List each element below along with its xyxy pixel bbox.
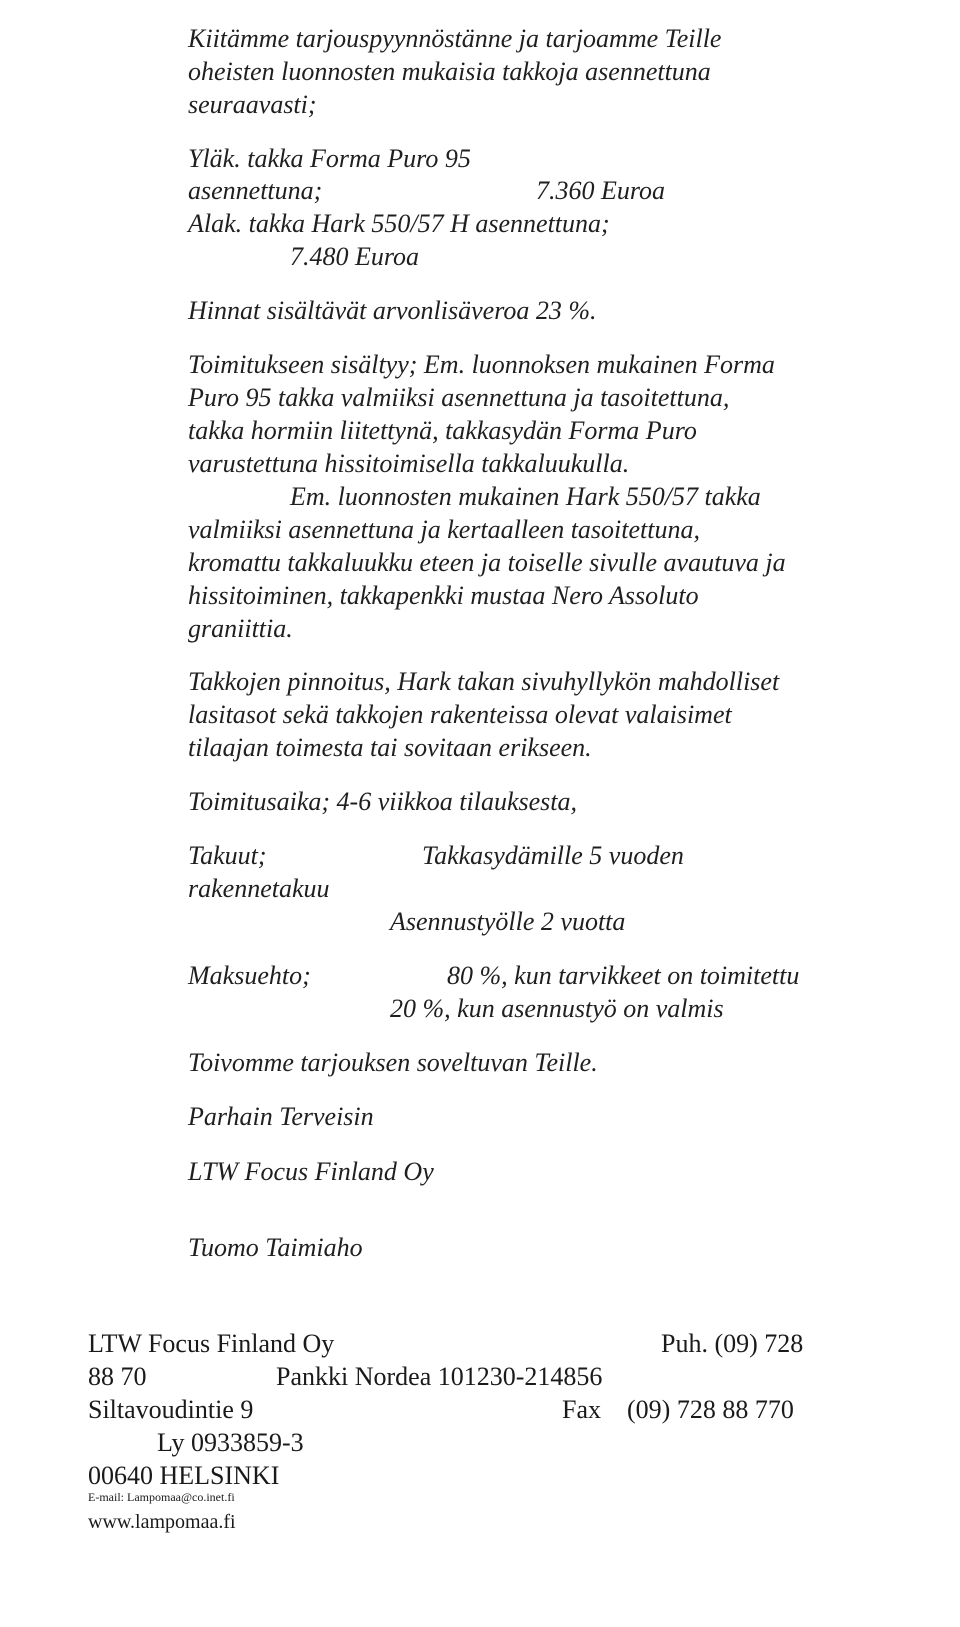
footer-business-id: Ly 0933859-3 <box>157 1428 304 1457</box>
footer-email[interactable]: E-mail: Lampomaa@co.inet.fi <box>88 1490 235 1504</box>
delivery-line: hissitoiminen, takkapenkki mustaa Nero Assoluto <box>188 581 699 610</box>
intro-line: Kiitämme tarjouspyynnöstänne ja tarjoamme Teille <box>188 24 722 53</box>
coating-line: Takkojen pinnoitus, Hark takan sivuhyllykön mahdolliset <box>188 667 780 696</box>
delivery-line: Toimitukseen sisältyy; Em. luonnoksen mukainen Forma <box>188 350 775 379</box>
payment-label: Maksuehto; <box>188 961 311 990</box>
offer-line-upper: Yläk. takka Forma Puro 95 <box>188 144 471 173</box>
delivery-line: Em. luonnosten mukainen Hark 550/57 takka <box>290 482 761 511</box>
footer-street: Siltavoudintie 9 <box>88 1395 254 1424</box>
warranty-item: Takkasydämille 5 vuoden <box>422 841 684 870</box>
delivery-line: graniittia. <box>188 614 293 643</box>
delivery-line: valmiiksi asennettuna ja kertaalleen tasoitettuna, <box>188 515 700 544</box>
intro-line: seuraavasti; <box>188 90 317 119</box>
company-name: LTW Focus Finland Oy <box>188 1157 434 1186</box>
footer-phone-continued: 88 70 <box>88 1362 147 1391</box>
coating-line: lasitasot sekä takkojen rakenteissa olevat valaisimet <box>188 700 732 729</box>
delivery-line: varustettuna hissitoimisella takkaluukulla. <box>188 449 630 478</box>
vat-note: Hinnat sisältävät arvonlisäveroa 23 %. <box>188 296 597 325</box>
warranty-item: Asennustyölle 2 vuotta <box>390 907 626 936</box>
coating-line: tilaajan toimesta tai sovitaan erikseen. <box>188 733 592 762</box>
greeting: Parhain Terveisin <box>188 1102 374 1131</box>
payment-term: 20 %, kun asennustyö on valmis <box>390 994 724 1023</box>
offer-price-upper: 7.360 Euroa <box>536 176 666 205</box>
footer-company: LTW Focus Finland Oy <box>88 1329 335 1358</box>
footer-website[interactable]: www.lampomaa.fi <box>88 1511 236 1533</box>
footer-city: 00640 HELSINKI <box>88 1461 280 1490</box>
intro-line: oheisten luonnosten mukaisia takkoja asennettuna <box>188 57 711 86</box>
delivery-line: kromattu takkaluukku eteen ja toiselle sivulle avautuva ja <box>188 548 786 577</box>
footer-phone: Puh. (09) 728 <box>661 1329 804 1358</box>
offer-installed-label: asennettuna; <box>188 176 323 205</box>
delivery-line: takka hormiin liitettynä, takkasydän Forma Puro <box>188 416 697 445</box>
footer-fax: Fax (09) 728 88 770 <box>562 1395 794 1424</box>
warranty-label: Takuut; <box>188 841 267 870</box>
closing-line: Toivomme tarjouksen soveltuvan Teille. <box>188 1048 598 1077</box>
signatory-name: Tuomo Taimiaho <box>188 1233 363 1262</box>
delivery-time: Toimitusaika; 4-6 viikkoa tilauksesta, <box>188 787 577 816</box>
warranty-item-continued: rakennetakuu <box>188 874 330 903</box>
offer-line-lower: Alak. takka Hark 550/57 H asennettuna; <box>188 209 610 238</box>
delivery-line: Puro 95 takka valmiiksi asennettuna ja tasoitettuna, <box>188 383 730 412</box>
payment-term: 80 %, kun tarvikkeet on toimitettu <box>447 961 800 990</box>
offer-price-lower: 7.480 Euroa <box>290 242 420 271</box>
footer-bank: Pankki Nordea 101230-214856 <box>276 1362 603 1391</box>
